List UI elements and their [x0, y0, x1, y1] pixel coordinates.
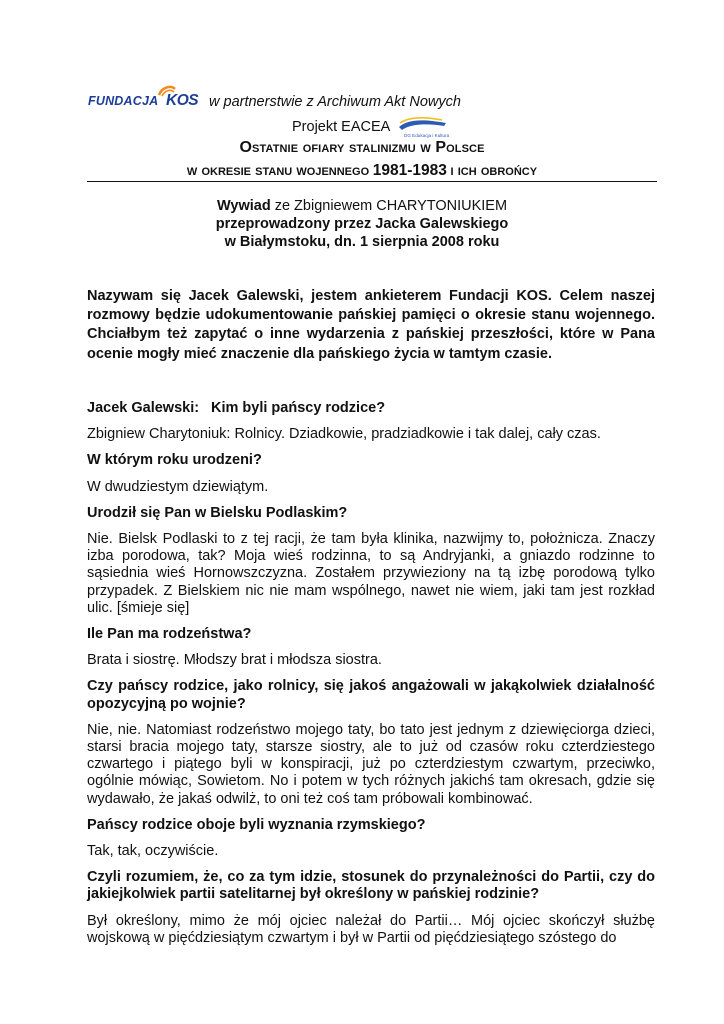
answer-1: Zbigniew Charytoniuk: Rolnicy. Dziadkowie, pradziadkowie i tak dalej, cały czas.	[87, 426, 601, 443]
interview-transcript	[87, 400, 655, 956]
interviewer-introduction: Nazywam się Jacek Galewski, jestem ankieterem Fundacji KOS. Celem naszej rozmowy będzie udokumentowanie pańskiej pamięci o okresie stanu wojennego. Chciałbym też zapytać o inne wydarzenia z pańskiej przeszłości, które w Pana ocenie mogły mieć znaczenie dla pańskiego życia w tamtym czasie.	[87, 288, 655, 362]
answer-7: Był określony, mimo że mój ojciec należał do Partii… Mój ojciec skończył służbę wojskową w pięćdziesiątym czwartym i był w Partii od pięćdziesiątego szóstego do	[87, 912, 655, 946]
header-divider	[87, 181, 657, 182]
answer-4: Brata i siostrę. Młodszy brat i młodsza siostra.	[87, 652, 382, 669]
header-logo-line	[88, 91, 648, 113]
question-7: Czyli rozumiem, że, co za tym idzie, stosunek do przynależności do Partii, czy do jakiejkolwiek partii satelitarnej był określony w pańskiej rodzinie?	[87, 869, 655, 903]
interview-line-1	[0, 197, 724, 215]
kos-logo	[88, 91, 206, 113]
document-subtitle	[0, 162, 724, 180]
answer-3: Nie. Bielsk Podlaski to z tej racji, że tam była klinika, nazwijmy to, położnicza. Znaczy izba porodowa, tak? Moja wieś rodzinna, to są Andryjanki, a gniazdo rodzinne to sąsiednia wieś Hornowszczyzna. Zostałem przywieziony na tą izbę porodową tylko przypadek. Z Bielskiem nic nie mam wspólnego, nawet nie wiem, jaki tam jest rozkład ulic. [śmieje się]	[87, 531, 655, 616]
title-line-2b: i ich obrońcy	[450, 162, 538, 179]
question-3: Urodził się Pan w Bielsku Podlaskim?	[87, 504, 348, 521]
answer-2: W dwudziestym dziewiątym.	[87, 478, 269, 495]
eacea-flag-icon	[396, 117, 450, 139]
partnership-text: w partnerstwie z Archiwum Akt Nowych	[209, 94, 461, 110]
logo-foundation-text: FUNDACJA	[88, 94, 159, 108]
question-2: W którym roku urodzeni?	[87, 452, 262, 469]
question-4: Ile Pan ma rodzeństwa?	[87, 626, 252, 643]
title-line-2a: w okresie stanu wojennego	[186, 162, 370, 179]
interview-place-date: w Białymstoku, dn. 1 sierpnia 2008 roku	[224, 234, 500, 250]
speaker-label: Jacek Galewski:	[87, 400, 200, 416]
question-1	[87, 400, 655, 417]
document-title	[0, 139, 724, 157]
title-line-1: Ostatnie ofiary stalinizmu w Polsce	[239, 139, 485, 156]
project-line	[0, 117, 724, 139]
eacea-caption: DG Edukacja i Kultura	[404, 133, 450, 138]
answer-6: Tak, tak, oczywiście.	[87, 843, 219, 860]
title-years: 1981-1983	[372, 162, 447, 179]
interview-label: Wywiad	[216, 198, 271, 214]
interview-info	[0, 197, 724, 251]
project-text: Projekt EACEA	[292, 119, 391, 135]
question-text: Kim byli pańscy rodzice?	[211, 400, 386, 416]
question-5: Czy pańscy rodzice, jako rolnicy, się jakoś angażowali w jakąkolwiek działalność opozycyjną po wojnie?	[87, 678, 655, 712]
question-6: Pańscy rodzice oboje byli wyznania rzymskiego?	[87, 816, 426, 833]
answer-5: Nie, nie. Natomiast rodzeństwo mojego taty, bo tato jest jednym z dziewięciorga dzieci, starsi bracia mojego taty, starsze siostry, ale to już od czasów roku czterdziestego czwartego i piątego byli w konspiracji, już po czterdziestym czwartym, przeciwko, ogólnie mówiąc, Sowietom. No i potem w tych różnych jakichś tam okresach, gdzie się wydawało, że jakaś odwilż, to oni też coś tam próbowali kombinować.	[87, 721, 655, 807]
interview-with: ze Zbigniewem CHARYTONIUKIEM	[274, 198, 508, 214]
interview-by: przeprowadzony przez Jacka Galewskiego	[215, 216, 509, 232]
logo-kos-text: KOS	[166, 92, 199, 109]
